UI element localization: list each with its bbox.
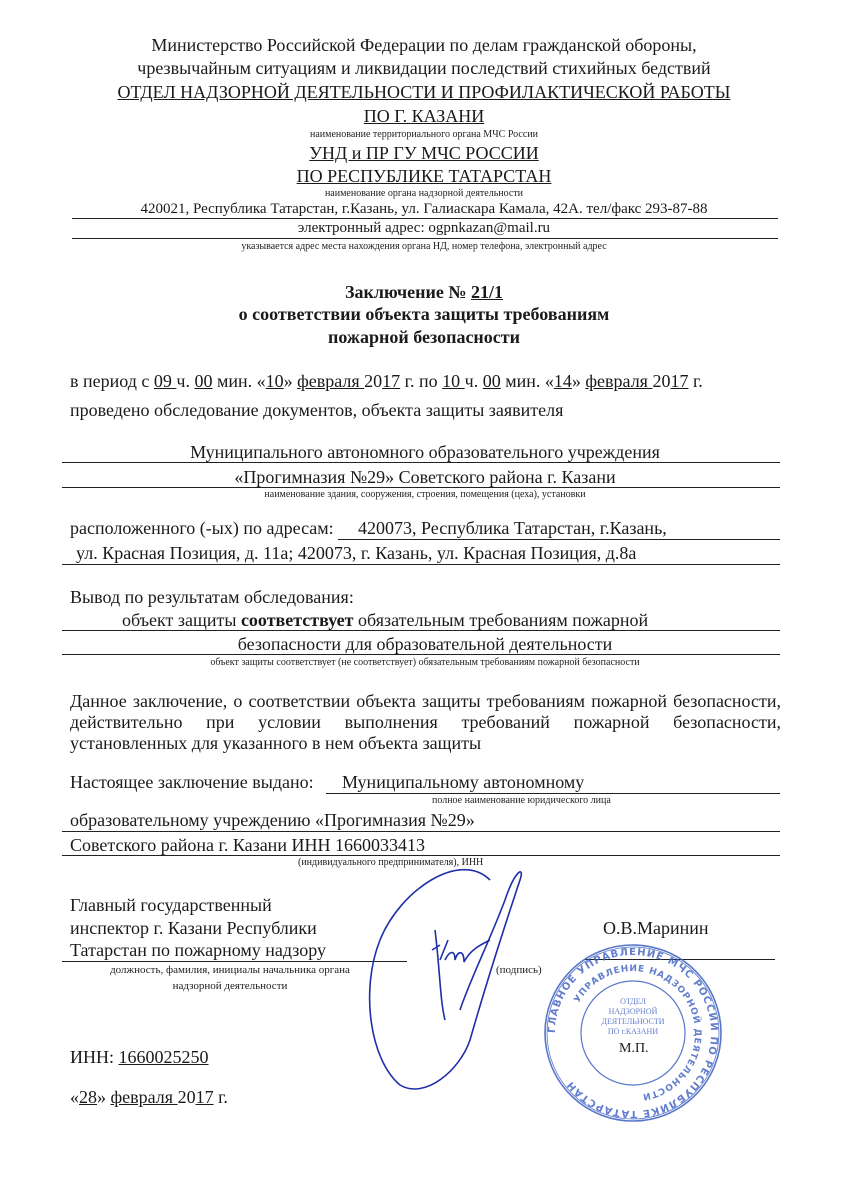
field-underline: [62, 831, 780, 832]
object-name-line-2: «Прогимназия №29» Советского района г. Казани: [234, 467, 616, 487]
conclusion-line-2: безопасности для образовательной деятельности: [237, 634, 613, 654]
divider: [72, 238, 778, 239]
issued-label: Настоящее заключение выдано:: [70, 772, 314, 792]
field-underline: [326, 793, 780, 794]
field-underline: [62, 462, 780, 463]
organ-line-1: УНД и ПР ГУ МЧС РОССИИ: [309, 143, 539, 163]
issued-caption-1: полное наименование юридического лица: [432, 795, 611, 806]
handwritten-signature-icon: [340, 850, 540, 1100]
object-caption: наименование здания, сооружения, строения, помещения (цеха), установки: [264, 489, 586, 500]
stamp-outer-text: ГЛАВНОЕ УПРАВЛЕНИЕ МЧС РОССИИ ПО РЕСПУБЛИКЕ ТАТАРСТАН: [546, 946, 720, 1120]
inspection-period: в период с 09 ч. 00 мин. «10» февраля 2017 г. по 10 ч. 00 мин. «14» февраля 2017 г.: [70, 371, 703, 391]
ministry-line-2: чрезвычайным ситуациям и ликвидации последствий стихийных бедствий: [137, 58, 711, 78]
official-stamp-icon: [538, 938, 728, 1128]
field-underline: [62, 487, 780, 488]
stamp-center-text: ОТДЕЛ: [620, 997, 646, 1006]
title-line-3: пожарной безопасности: [327, 327, 521, 347]
organ-address: 420021, Республика Татарстан, г.Казань, ул. Галиаскара Камала, 42А. тел/факс 293-87-88: [140, 201, 708, 217]
field-underline: [62, 630, 780, 631]
organ-caption: наименование органа надзорной деятельности: [324, 188, 524, 199]
field-underline: [338, 539, 780, 540]
issued-line-1: Муниципальному автономному: [342, 772, 585, 792]
ministry-line-1: Министерство Российской Федерации по делам гражданской обороны,: [151, 35, 697, 55]
conclusion-number: 21/1: [470, 282, 503, 302]
inn-value: 1660025250: [118, 1047, 209, 1067]
issued-caption-2: (индивидуального предпринимателя), ИНН: [298, 857, 484, 868]
signatory-caption-2: надзорной деятельности: [172, 980, 288, 992]
validity-paragraph: Данное заключение, о соответствии объекта защиты требованиям пожарной безопасности, действительно при условии выполнения требований пожарной безопасности, установленных для указанного в нем объекта защиты: [70, 691, 781, 753]
organ-email: электронный адрес: ogpnkazan@mail.ru: [297, 220, 551, 236]
signature-caption: (подпись): [496, 964, 542, 976]
signatory-line-3: Татарстан по пожарному надзору: [70, 940, 327, 960]
stamp-inner-text: УПРАВЛЕНИЕ НАДЗОРНОЙ ДЕЯТЕЛЬНОСТИ: [572, 963, 703, 1102]
conclusion-caption: объект защиты соответствует (не соответствует) обязательным требованиям пожарной безопасности: [210, 657, 640, 668]
department-line-2: ПО Г. КАЗАНИ: [363, 106, 485, 126]
organ-inn: ИНН: 1660025250: [70, 1047, 209, 1067]
location-line-1: 420073, Республика Татарстан, г.Казань,: [358, 518, 667, 538]
title-prefix: Заключение №: [344, 282, 471, 302]
title-line-2: о соответствии объекта защиты требованиям: [238, 304, 610, 324]
department-line-1: ОТДЕЛ НАДЗОРНОЙ ДЕЯТЕЛЬНОСТИ И ПРОФИЛАКТИЧЕСКОЙ РАБОТЫ: [117, 82, 731, 102]
conclusion-label: Вывод по результатам обследования:: [70, 587, 354, 607]
compliance-status: соответствует: [240, 610, 354, 630]
stamp-center-text: НАДЗОРНОЙ: [608, 1007, 658, 1016]
issued-line-3: Советского района г. Казани ИНН 1660033413: [70, 835, 425, 855]
signatory-line-1: Главный государственный: [70, 895, 272, 915]
location-label: расположенного (-ых) по адресам:: [70, 518, 334, 538]
address-caption: указывается адрес места нахождения органа НД, номер телефона, электронный адрес: [241, 241, 607, 252]
document-title: [0, 281, 848, 303]
divider: [72, 218, 778, 219]
stamp-center-text: ДЕЯТЕЛЬНОСТИ: [601, 1017, 665, 1026]
object-name-line-1: Муниципального автономного образовательного учреждения: [190, 442, 660, 462]
issued-line-2: образовательному учреждению «Прогимназия №29»: [70, 810, 475, 830]
signatory-name: О.В.Маринин: [603, 918, 709, 938]
location-line-2: ул. Красная Позиция, д. 11а; 420073, г. Казань, ул. Красная Позиция, д.8а: [76, 543, 637, 563]
field-underline: [62, 654, 780, 655]
signatory-line-2: инспектор г. Казани Республики: [70, 918, 317, 938]
signatory-caption-1: должность, фамилия, инициалы начальника органа: [110, 964, 350, 976]
conclusion-line-1: объект защиты соответствует обязательным требованиям пожарной: [122, 610, 649, 630]
seal-placeholder: М.П.: [619, 1041, 649, 1056]
department-caption: наименование территориального органа МЧС России: [310, 129, 538, 140]
inspection-text: проведено обследование документов, объекта защиты заявителя: [70, 400, 564, 420]
issue-date: «28» февраля 2017 г.: [70, 1087, 228, 1107]
stamp-center-text: ПО г.КАЗАНИ: [607, 1027, 659, 1036]
organ-line-2: ПО РЕСПУБЛИКЕ ТАТАРСТАН: [296, 166, 552, 186]
field-underline: [62, 564, 780, 565]
